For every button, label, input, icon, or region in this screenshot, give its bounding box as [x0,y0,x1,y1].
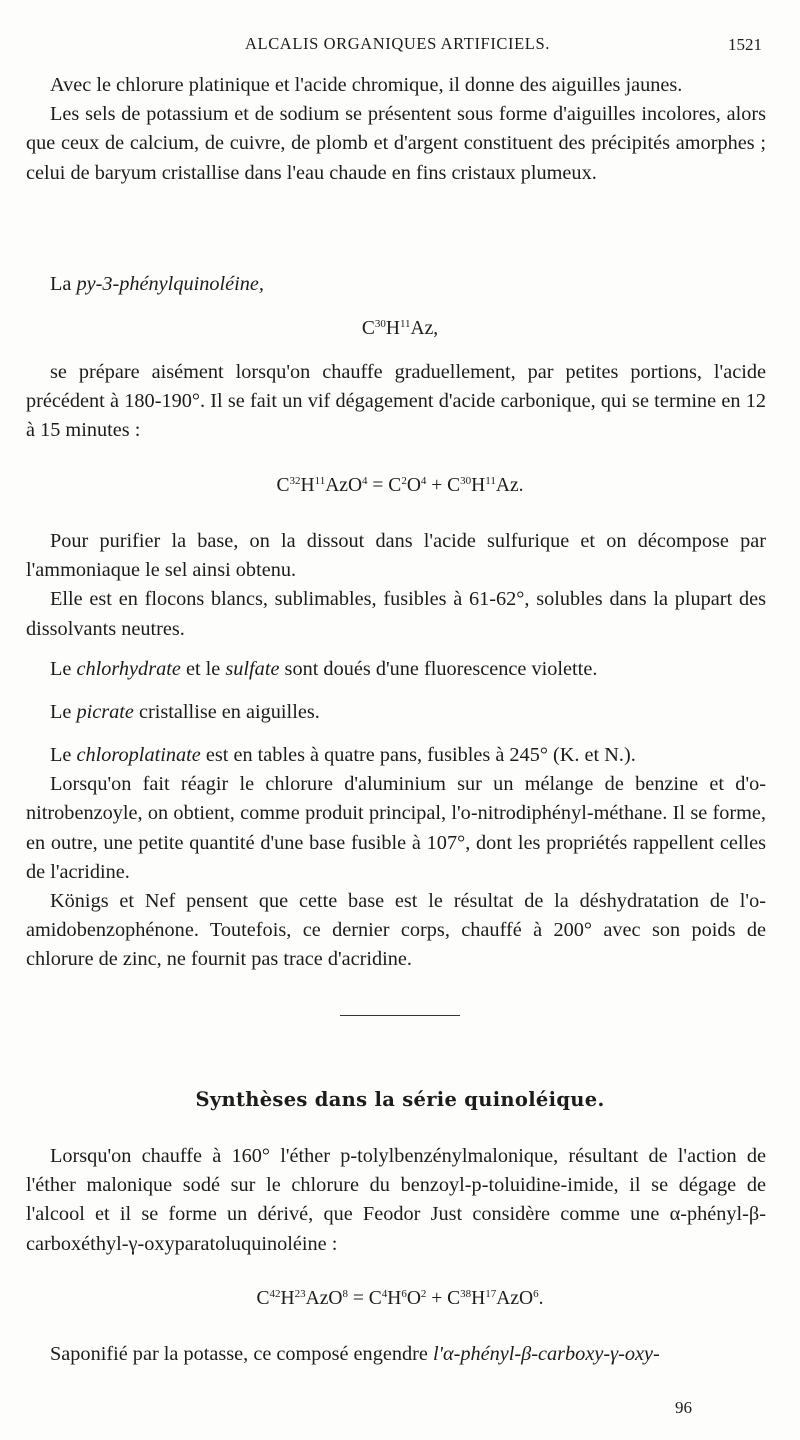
paragraph-purifier: Pour purifier la base, on la dissout dans l'acide sulfurique et on décompose par l'ammoniaque le sel ainsi obtenu. [26,530,766,582]
paragraph-compound-title [26,270,766,299]
signature-mark: 96 [675,1398,692,1417]
formula-decarboxylation: $C^{32}H^{11}AzO^4 = C^2O^4 + C^{30}H^{11}Az$. [276,475,524,496]
paragraph-platinique: Avec le chlorure platinique et l'acide chromique, il donne des aiguilles jaunes. [50,74,683,96]
paragraph-flocons: Elle est en flocons blancs, sublimables, fusibles à 61-62°, solubles dans la plupart des dissolvants neutres. [26,588,766,640]
paragraph-block-5 [26,698,766,727]
paragraph-preparation: se prépare aisément lorsqu'on chauffe graduellement, par petites portions, l'acide précédent à 180-190°. Il se fait un vif dégagement d'acide carbonique, qui se termine en 12 à 15 minutes : [26,361,766,442]
paragraph-block-8 [26,1340,766,1369]
paragraph-sels: Les sels de potassium et de sodium se présentent sous forme d'aiguilles incolores, alors que ceux de calcium, de cuivre, de plomb et d'argent constituent des précipités amorphes ; celui de baryum cristallise dans l'eau chaude en fins cristaux plumeux. [26,103,766,184]
formula-phenylquinoleine: $C^{30}H^{11}Az$, [361,318,439,339]
running-title: ALCALIS ORGANIQUES ARTIFICIELS. [245,34,550,53]
paragraph-chlorhydrate: Le chlorhydrate et le sulfate sont doués d'une fluorescence violette. [50,658,598,680]
paragraph-block-1 [26,71,766,188]
paragraph-picrate: Le picrate cristallise en aiguilles. [50,701,320,723]
paragraph-block-3 [26,527,766,644]
paragraph-aluminium: Lorsqu'on fait réagir le chlorure d'aluminium sur un mélange de benzine et d'o-nitrobenzoyle, on obtient, comme produit principal, l'o-nitrodiphényl-méthane. Il se forme, en outre, une petite quantité d'une base fusible à 107°, dont les propriétés rappellent celles de l'acridine. [26,773,766,883]
paragraph-block-4 [26,655,766,684]
compound-intro: La [50,273,72,295]
section-divider [340,1015,460,1016]
section-heading: Synthèses dans la série quinoléique. [195,1088,605,1111]
paragraph-ether: Lorsqu'on chauffe à 160° l'éther p-tolylbenzénylmalonique, résultant de l'action de l'éther malonique sodé sur le chlorure du benzoyl-p-toluidine-imide, il se dégage de l'alcool et il se forme un dérivé, que Feodor Just considère comme une α-phényl-β-carboxéthyl-γ-oxyparatoluquinoléine : [26,1145,766,1255]
formula-just: $C^{42}H^{23}AzO^8 = C^4H^6O^2 + C^{38}H^{17}AzO^6$. [256,1288,544,1309]
compound-name: py-3-phénylquinoléine, [76,273,265,295]
paragraph-konigs: Königs et Nef pensent que cette base est le résultat de la déshydratation de l'o-amidobenzophénone. Toutefois, ce dernier corps, chauffé à 200° avec son poids de chlorure de zinc, ne fournit pas trace d'acridine. [26,890,766,971]
paragraph-block-6 [26,741,766,975]
paragraph-saponifie: Saponifié par la potasse, ce composé engendre l'α-phényl-β-carboxy-γ-oxy- [50,1343,660,1365]
page-number: 1521 [728,35,762,54]
paragraph-block-2 [26,358,766,446]
paragraph-block-7 [26,1142,766,1259]
paragraph-chloroplatinate: Le chloroplatinate est en tables à quatre pans, fusibles à 245° (K. et N.). [50,744,636,766]
